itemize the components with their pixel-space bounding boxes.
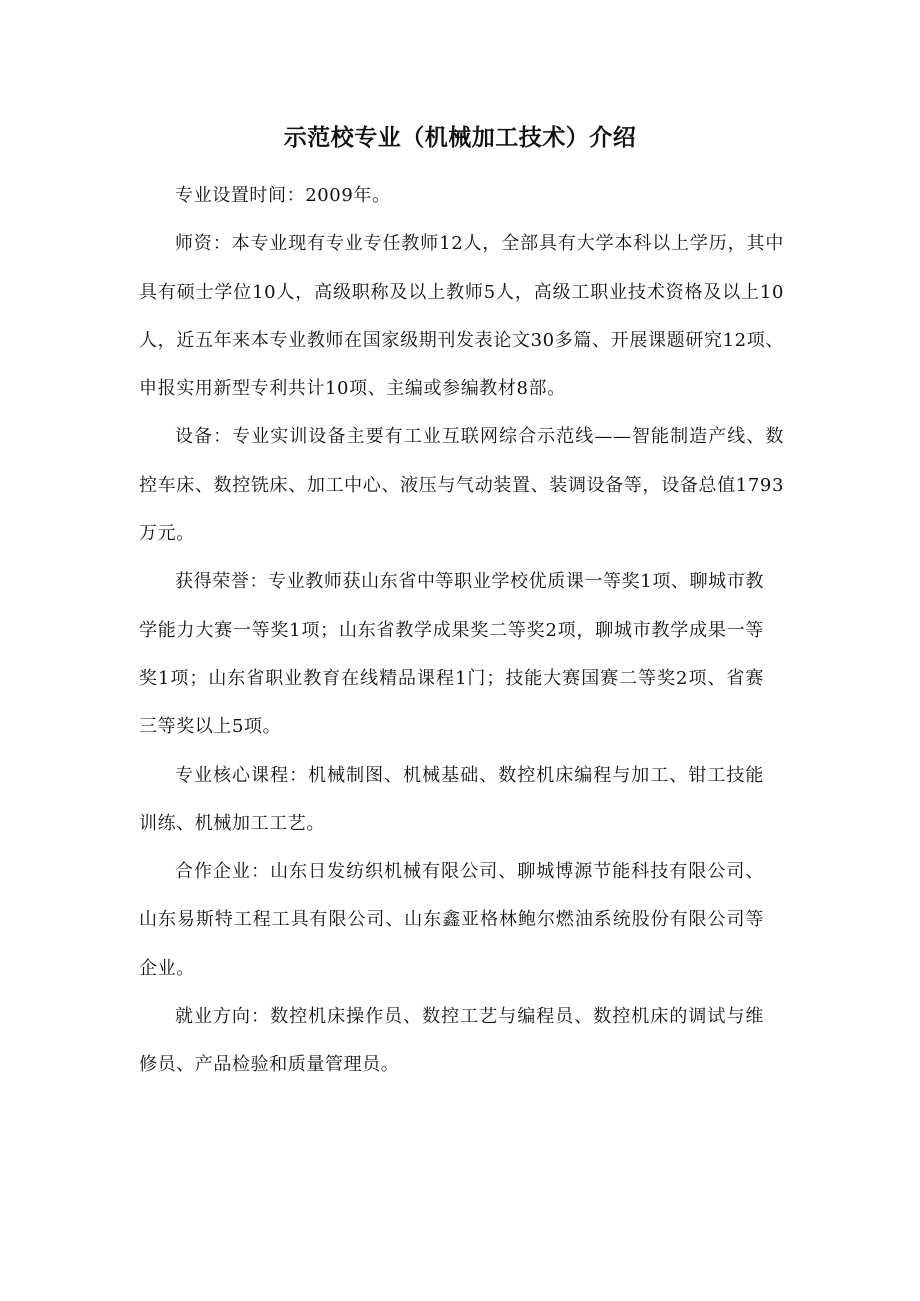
document-body: [139, 172, 784, 1090]
paragraph-core-courses: 专业核心课程：机械制图、机械基础、数控机床编程与加工、钳工技能训练、机械加工工艺。: [139, 764, 764, 834]
page-title: 示范校专业（机械加工技术）介绍: [283, 125, 637, 151]
paragraph-established-time: 专业设置时间：2009年。: [175, 185, 391, 206]
paragraph-career-direction: 就业方向：数控机床操作员、数控工艺与编程员、数控机床的调试与维修员、产品检验和质量管理员。: [139, 1006, 764, 1076]
paragraph-honors: 获得荣誉：专业教师获山东省中等职业学校优质课一等奖1项、聊城市教学能力大赛一等奖1项；山东省教学成果奖二等奖2项，聊城市教学成果一等奖1项；山东省职业教育在线精品课程1门；技能大赛国赛二等奖2项、省赛三等奖以上5项。: [139, 571, 764, 738]
paragraph-partner-companies: 合作企业：山东日发纺织机械有限公司、聊城博源节能科技有限公司、山东易斯特工程工具有限公司、山东鑫亚格林鲍尔燃油系统股份有限公司等企业。: [139, 861, 764, 979]
paragraph-faculty: 师资：本专业现有专业专任教师12人，全部具有大学本科以上学历，其中具有硕士学位10人，高级职称及以上教师5人，高级工职业技术资格及以上10人，近五年来本专业教师在国家级期刊发表论文30多篇、开展课题研究12项、申报实用新型专利共计10项、主编或参编教材8部。: [139, 233, 784, 400]
paragraph-equipment: 设备：专业实训设备主要有工业互联网综合示范线——智能制造产线、数控车床、数控铣床、加工中心、液压与气动装置、装调设备等，设备总值1793万元。: [139, 426, 784, 545]
